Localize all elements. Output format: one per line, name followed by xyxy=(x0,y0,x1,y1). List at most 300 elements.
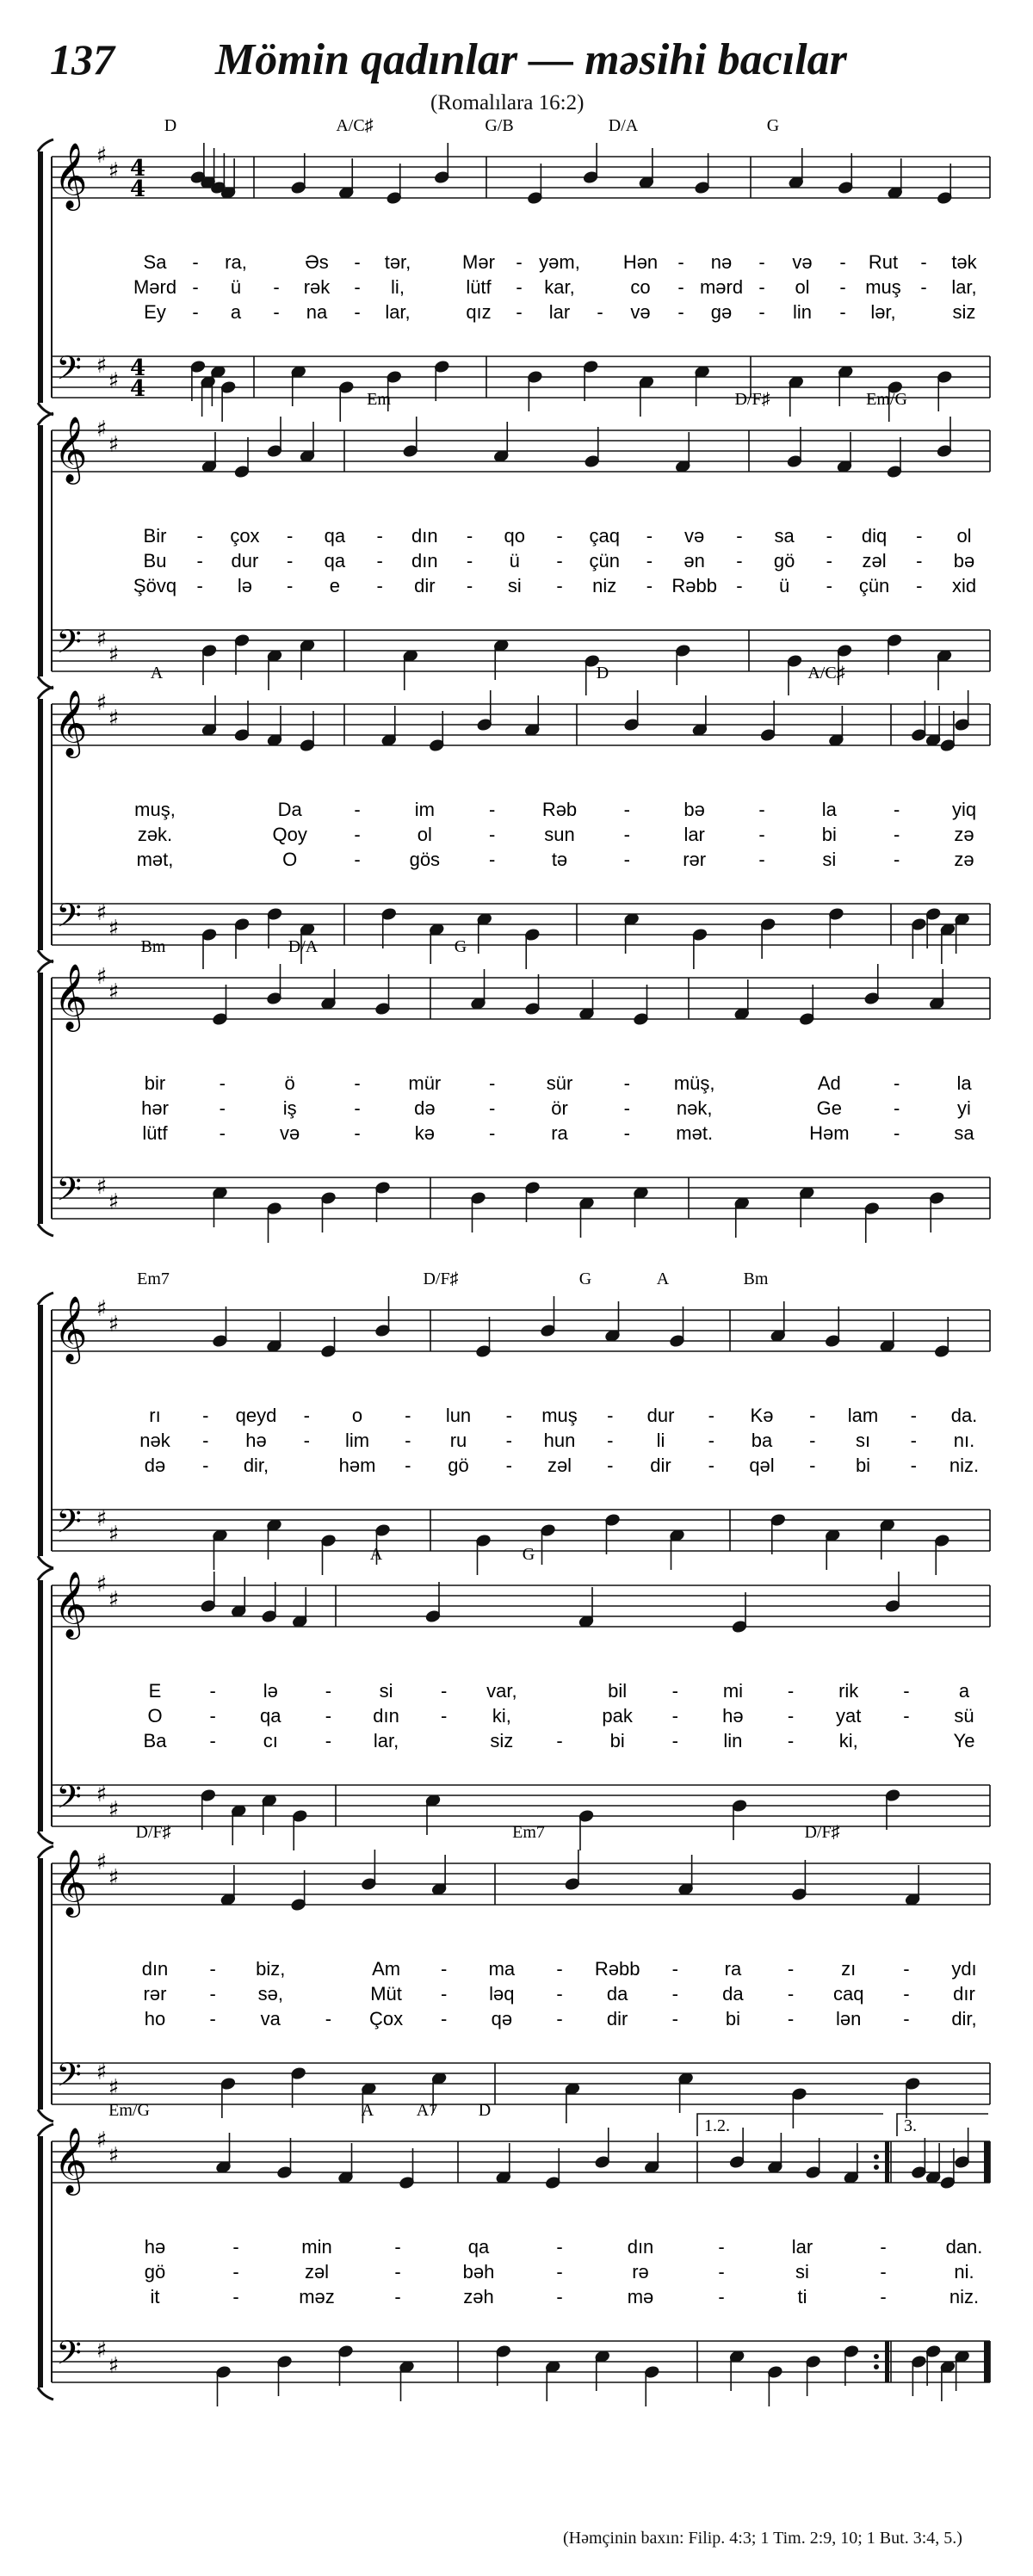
key-sharp: ♯ xyxy=(108,706,120,732)
lyric-hyphen: - xyxy=(671,1705,678,1727)
repeat-dot xyxy=(874,2364,879,2369)
key-sharp: ♯ xyxy=(108,368,120,394)
lyric-syllable: min xyxy=(301,2236,332,2258)
lyric-syllable: zəl xyxy=(862,550,887,571)
lyric-hyphen: - xyxy=(787,1958,795,1980)
lyric-syllable: dan. xyxy=(945,2236,983,2258)
lyric-syllable: rə xyxy=(632,2261,649,2283)
lyric-syllable: dur xyxy=(231,550,259,571)
chord-symbol: G xyxy=(522,1545,535,1564)
lyric-syllable: Mərd xyxy=(133,276,177,298)
lyric-syllable: qəl xyxy=(749,1455,775,1476)
chord-symbol: G/B xyxy=(485,116,514,135)
lyric-syllable: kə xyxy=(414,1122,435,1144)
lyric-syllable: bi xyxy=(821,824,837,845)
key-sharp: ♯ xyxy=(108,158,120,184)
lyric-hyphen: - xyxy=(708,1430,714,1451)
key-sharp: ♯ xyxy=(108,432,120,458)
key-sharp: ♯ xyxy=(96,1782,108,1807)
lyric-syllable: rər xyxy=(143,1983,167,2005)
lyric-syllable: dır xyxy=(953,1983,975,2005)
lyric-hyphen: - xyxy=(466,525,473,547)
lyric-hyphen: - xyxy=(505,1405,512,1426)
key-sharp: ♯ xyxy=(96,1296,108,1322)
treble-clef: 𝄞 xyxy=(53,689,88,756)
lyric-syllable: də xyxy=(144,1455,166,1476)
lyric-hyphen: - xyxy=(505,1455,512,1476)
lyric-hyphen: - xyxy=(671,1680,678,1702)
lyric-syllable: biz, xyxy=(256,1958,286,1980)
lyric-syllable: lim xyxy=(344,1430,370,1451)
lyric-hyphen: - xyxy=(787,1705,795,1727)
lyric-syllable: diq xyxy=(861,525,888,547)
lyric-hyphen: - xyxy=(894,824,900,845)
lyric-hyphen: - xyxy=(232,2236,239,2258)
lyric-syllable: siz xyxy=(490,1730,514,1751)
lyric-hyphen: - xyxy=(325,1730,332,1751)
lyric-hyphen: - xyxy=(623,799,630,820)
key-sharp: ♯ xyxy=(96,2060,108,2085)
lyric-syllable: mət, xyxy=(136,849,174,870)
lyric-syllable: Rəbb xyxy=(594,1958,640,1980)
lyric-syllable: muş, xyxy=(134,799,176,820)
lyric-syllable: hə xyxy=(722,1705,744,1727)
key-sharp: ♯ xyxy=(96,1850,108,1875)
treble-clef: 𝄞 xyxy=(53,1571,88,1637)
key-sharp: ♯ xyxy=(108,979,120,1005)
chord-symbol: D/F♯ xyxy=(804,1823,840,1842)
lyric-syllable: dın xyxy=(373,1705,399,1727)
chord-symbol: A7 xyxy=(416,2101,438,2120)
lyric-syllable: Hən xyxy=(622,251,659,273)
lyric-syllable: rər xyxy=(683,849,707,870)
lyric-syllable: da xyxy=(606,1983,628,2005)
lyric-syllable: lütf xyxy=(466,276,492,298)
lyric-syllable: və xyxy=(280,1122,300,1144)
lyric-syllable: si xyxy=(379,1680,393,1702)
bass-clef: 𝄢 xyxy=(56,896,82,942)
lyric-syllable: lin xyxy=(792,301,813,323)
bracket-hook xyxy=(38,1846,53,1858)
chord-symbol: G xyxy=(578,1269,592,1288)
lyric-hyphen: - xyxy=(903,1958,910,1980)
lyric-hyphen: - xyxy=(287,575,294,596)
lyric-syllable: ho xyxy=(144,2008,166,2029)
lyric-hyphen: - xyxy=(209,1680,216,1702)
key-sharp: ♯ xyxy=(96,900,108,926)
lyric-syllable: lar, xyxy=(385,301,411,323)
lyric-syllable: la xyxy=(821,799,837,820)
treble-clef: 𝄞 xyxy=(53,416,88,482)
lyric-syllable: li, xyxy=(391,276,405,298)
lyric-syllable: caq xyxy=(832,1983,864,2005)
chord-symbol: Em xyxy=(367,390,391,409)
lyric-syllable: və xyxy=(630,301,651,323)
chord-symbol: D/A xyxy=(608,116,639,135)
chord-symbol: D xyxy=(164,116,177,135)
lyric-syllable: sa xyxy=(954,1122,974,1144)
volta-label: 3. xyxy=(904,2116,917,2135)
lyric-syllable: lə xyxy=(263,1680,278,1702)
lyric-hyphen: - xyxy=(273,301,280,323)
lyric-hyphen: - xyxy=(646,550,653,571)
time-signature-top: 4 xyxy=(129,156,146,182)
bass-clef: 𝄢 xyxy=(56,349,82,395)
lyric-hyphen: - xyxy=(646,525,653,547)
lyric-syllable: çox xyxy=(230,525,260,547)
lyric-hyphen: - xyxy=(394,2236,401,2258)
lyric-syllable: dir xyxy=(650,1455,671,1476)
lyric-hyphen: - xyxy=(787,1730,795,1751)
lyric-hyphen: - xyxy=(489,1072,496,1094)
lyric-syllable: tə xyxy=(551,849,568,870)
lyric-syllable: si xyxy=(795,2261,809,2283)
lyric-syllable: ol xyxy=(417,824,432,845)
lyric-syllable: im xyxy=(414,799,435,820)
lyric-syllable: pak xyxy=(602,1705,633,1727)
chord-symbol: G xyxy=(766,116,780,135)
lyric-hyphen: - xyxy=(516,276,523,298)
lyric-syllable: niz xyxy=(592,575,617,596)
lyric-hyphen: - xyxy=(671,1983,678,2005)
lyric-hyphen: - xyxy=(556,2236,563,2258)
lyric-hyphen: - xyxy=(556,1958,563,1980)
bass-clef: 𝄢 xyxy=(56,1170,82,1216)
lyric-syllable: ra, xyxy=(225,251,247,273)
lyric-hyphen: - xyxy=(219,1122,226,1144)
lyric-hyphen: - xyxy=(839,276,846,298)
lyric-syllable: yəm, xyxy=(539,251,580,273)
lyric-hyphen: - xyxy=(354,799,361,820)
repeat-dot xyxy=(874,2354,879,2359)
lyric-hyphen: - xyxy=(758,301,765,323)
lyric-hyphen: - xyxy=(903,1705,910,1727)
key-sharp: ♯ xyxy=(96,2128,108,2153)
lyric-hyphen: - xyxy=(646,575,653,596)
lyric-syllable: rı xyxy=(149,1405,161,1426)
lyric-hyphen: - xyxy=(623,824,630,845)
bass-clef: 𝄢 xyxy=(56,2055,82,2102)
lyric-syllable: dın xyxy=(411,550,438,571)
lyric-hyphen: - xyxy=(556,525,563,547)
bracket-hook xyxy=(38,1556,53,1568)
bass-clef: 𝄢 xyxy=(56,622,82,669)
lyric-syllable: muş xyxy=(541,1405,578,1426)
lyric-syllable: lun xyxy=(445,1405,472,1426)
lyric-syllable: var, xyxy=(486,1680,517,1702)
repeat-barline xyxy=(885,2341,889,2382)
lyric-hyphen: - xyxy=(287,525,294,547)
lyric-hyphen: - xyxy=(910,1430,917,1451)
lyric-hyphen: - xyxy=(607,1430,614,1451)
key-sharp: ♯ xyxy=(96,417,108,442)
lyric-syllable: Ge xyxy=(816,1097,843,1119)
key-sharp: ♯ xyxy=(96,353,108,379)
lyric-syllable: bi xyxy=(725,2008,740,2029)
lyric-syllable: dın xyxy=(411,525,438,547)
lyric-syllable: məz xyxy=(299,2286,335,2307)
lyric-syllable: it xyxy=(150,2286,160,2307)
lyric-hyphen: - xyxy=(758,276,765,298)
lyric-syllable: lar xyxy=(684,824,705,845)
lyric-hyphen: - xyxy=(736,550,743,571)
lyric-hyphen: - xyxy=(209,2008,216,2029)
lyric-hyphen: - xyxy=(219,1072,226,1094)
lyric-syllable: ü xyxy=(230,276,242,298)
lyric-syllable: Rəb xyxy=(541,799,578,820)
lyric-hyphen: - xyxy=(826,575,832,596)
lyric-hyphen: - xyxy=(489,824,496,845)
lyric-hyphen: - xyxy=(677,301,684,323)
lyric-syllable: Bu xyxy=(143,550,167,571)
lyric-syllable: bi xyxy=(609,1730,625,1751)
lyric-syllable: zəh xyxy=(463,2286,494,2307)
lyric-syllable: na xyxy=(306,301,328,323)
lyric-syllable: mi xyxy=(722,1680,744,1702)
system-bracket xyxy=(38,1580,43,1832)
lyric-hyphen: - xyxy=(894,849,900,870)
lyric-hyphen: - xyxy=(880,2236,887,2258)
lyric-hyphen: - xyxy=(394,2286,401,2307)
lyric-hyphen: - xyxy=(671,2008,678,2029)
lyric-syllable: də xyxy=(414,1097,436,1119)
lyric-syllable: niz. xyxy=(949,1455,980,1476)
bracket-hook xyxy=(38,1293,53,1305)
lyric-hyphen: - xyxy=(736,575,743,596)
lyric-syllable: E xyxy=(148,1680,162,1702)
lyric-hyphen: - xyxy=(441,1958,448,1980)
lyric-hyphen: - xyxy=(489,849,496,870)
lyric-hyphen: - xyxy=(556,550,563,571)
lyric-hyphen: - xyxy=(607,1455,614,1476)
key-sharp: ♯ xyxy=(108,1522,120,1547)
time-signature-bottom: 4 xyxy=(129,376,146,402)
lyric-hyphen: - xyxy=(839,301,846,323)
lyric-hyphen: - xyxy=(405,1430,411,1451)
final-barline xyxy=(984,2141,990,2183)
key-sharp: ♯ xyxy=(96,1506,108,1532)
lyric-syllable: lütf xyxy=(142,1122,168,1144)
lyric-hyphen: - xyxy=(192,251,199,273)
lyric-syllable: bə xyxy=(953,550,975,571)
lyric-syllable: lar xyxy=(548,301,571,323)
bracket-hook xyxy=(38,2388,53,2400)
lyric-hyphen: - xyxy=(894,1072,900,1094)
lyric-hyphen: - xyxy=(516,251,523,273)
lyric-hyphen: - xyxy=(441,1983,448,2005)
lyric-hyphen: - xyxy=(441,1705,448,1727)
key-sharp: ♯ xyxy=(96,690,108,716)
lyric-syllable: mət. xyxy=(676,1122,714,1144)
lyric-hyphen: - xyxy=(916,575,923,596)
lyric-hyphen: - xyxy=(303,1430,310,1451)
lyric-hyphen: - xyxy=(202,1405,209,1426)
lyric-syllable: lam xyxy=(847,1405,879,1426)
key-sharp: ♯ xyxy=(108,916,120,942)
lyric-syllable: dın xyxy=(627,2236,654,2258)
lyric-syllable: Ba xyxy=(143,1730,167,1751)
lyric-syllable: cı xyxy=(263,1730,278,1751)
lyric-syllable: a xyxy=(958,1680,970,1702)
chord-symbol: A/C♯ xyxy=(336,116,374,135)
key-sharp: ♯ xyxy=(108,2075,120,2101)
repeat-dot xyxy=(874,2154,879,2159)
lyric-syllable: ü xyxy=(509,550,520,571)
lyric-syllable: ör xyxy=(551,1097,568,1119)
lyric-hyphen: - xyxy=(809,1455,816,1476)
lyric-syllable: Rəbb xyxy=(671,575,717,596)
lyric-syllable: Bir xyxy=(143,525,167,547)
lyric-hyphen: - xyxy=(287,550,294,571)
lyric-hyphen: - xyxy=(736,525,743,547)
lyric-hyphen: - xyxy=(273,276,280,298)
lyric-hyphen: - xyxy=(826,550,832,571)
lyric-hyphen: - xyxy=(466,550,473,571)
lyric-syllable: hər xyxy=(141,1097,169,1119)
lyric-syllable: lər, xyxy=(870,301,896,323)
key-sharp: ♯ xyxy=(108,1587,120,1613)
key-sharp: ♯ xyxy=(96,1174,108,1200)
bracket-hook xyxy=(38,413,53,425)
lyric-syllable: qız xyxy=(466,301,492,323)
lyric-hyphen: - xyxy=(718,2236,725,2258)
lyric-syllable: sa xyxy=(774,525,795,547)
lyric-syllable: bə xyxy=(684,799,705,820)
key-sharp: ♯ xyxy=(108,1189,120,1215)
lyric-syllable: Ye xyxy=(953,1730,975,1751)
lyric-syllable: niz. xyxy=(949,2286,980,2307)
lyric-hyphen: - xyxy=(303,1405,310,1426)
lyric-syllable: çün xyxy=(858,575,890,596)
lyric-hyphen: - xyxy=(677,276,684,298)
lyric-hyphen: - xyxy=(903,1983,910,2005)
chord-symbol: Em7 xyxy=(137,1269,170,1288)
treble-clef: 𝄞 xyxy=(53,142,88,208)
lyric-syllable: Əs xyxy=(305,251,329,273)
lyric-hyphen: - xyxy=(325,1705,332,1727)
lyric-hyphen: - xyxy=(826,525,832,547)
lyric-hyphen: - xyxy=(903,1680,910,1702)
lyric-hyphen: - xyxy=(441,2008,448,2029)
key-sharp: ♯ xyxy=(96,1572,108,1597)
treble-clef: 𝄞 xyxy=(53,963,88,1029)
lyric-hyphen: - xyxy=(758,799,765,820)
chord-symbol: Em/G xyxy=(108,2101,150,2120)
lyric-hyphen: - xyxy=(787,2008,795,2029)
lyric-hyphen: - xyxy=(556,2008,563,2029)
system-bracket xyxy=(38,425,43,676)
lyric-hyphen: - xyxy=(196,525,203,547)
lyric-syllable: yat xyxy=(836,1705,862,1727)
lyric-hyphen: - xyxy=(556,2286,563,2307)
lyric-syllable: lar xyxy=(791,2236,813,2258)
lyric-syllable: nə xyxy=(710,251,733,273)
lyric-hyphen: - xyxy=(209,1983,216,2005)
lyric-syllable: dir, xyxy=(243,1455,269,1476)
lyric-hyphen: - xyxy=(916,525,923,547)
lyric-hyphen: - xyxy=(623,1122,630,1144)
lyric-hyphen: - xyxy=(196,550,203,571)
lyric-syllable: mür xyxy=(408,1072,442,1094)
bracket-hook xyxy=(38,1832,53,1844)
lyric-hyphen: - xyxy=(758,251,765,273)
lyric-syllable: bəh xyxy=(462,2261,495,2283)
lyric-syllable: lar, xyxy=(951,276,977,298)
chord-symbol: Bm xyxy=(140,937,166,956)
lyric-hyphen: - xyxy=(556,2261,563,2283)
lyric-syllable: sə, xyxy=(257,1983,283,2005)
lyric-syllable: O xyxy=(147,1705,163,1727)
lyric-syllable: çün xyxy=(589,550,620,571)
lyric-syllable: qeyd xyxy=(235,1405,277,1426)
key-sharp: ♯ xyxy=(108,1797,120,1823)
lyric-syllable: dın xyxy=(141,1958,169,1980)
chord-symbol: A xyxy=(150,664,164,683)
bass-clef: 𝄢 xyxy=(56,1777,82,1824)
lyric-syllable: ni. xyxy=(954,2261,974,2283)
bracket-hook xyxy=(38,2124,53,2136)
lyric-hyphen: - xyxy=(354,251,361,273)
lyric-syllable: lar, xyxy=(373,1730,399,1751)
chord-symbol: A xyxy=(361,2101,374,2120)
lyric-syllable: zə xyxy=(954,824,974,845)
lyric-hyphen: - xyxy=(556,1730,563,1751)
lyric-syllable: ki, xyxy=(838,1730,858,1751)
lyric-syllable: ti xyxy=(797,2286,807,2307)
lyric-hyphen: - xyxy=(556,1983,563,2005)
lyric-syllable: Ey xyxy=(144,301,166,323)
lyric-hyphen: - xyxy=(894,1122,900,1144)
system-bracket xyxy=(38,973,43,1224)
lyric-syllable: si xyxy=(822,849,837,870)
lyric-hyphen: - xyxy=(809,1405,816,1426)
lyric-syllable: iş xyxy=(282,1097,297,1119)
lyric-syllable: Mər xyxy=(462,251,495,273)
lyric-hyphen: - xyxy=(910,1455,917,1476)
lyric-syllable: Am xyxy=(372,1958,401,1980)
repeat-barline xyxy=(885,2141,889,2183)
bracket-hook xyxy=(38,961,53,973)
lyric-syllable: zəl xyxy=(304,2261,330,2283)
lyric-syllable: co xyxy=(630,276,651,298)
lyric-syllable: ən xyxy=(684,550,705,571)
chord-symbol: D xyxy=(478,2101,492,2120)
lyric-hyphen: - xyxy=(209,1705,216,1727)
lyric-hyphen: - xyxy=(354,849,361,870)
lyric-syllable: dir, xyxy=(951,2008,977,2029)
lyric-syllable: lən xyxy=(836,2008,862,2029)
lyric-hyphen: - xyxy=(376,525,383,547)
lyric-syllable: qa xyxy=(260,1705,281,1727)
bracket-hook xyxy=(38,1224,53,1236)
lyric-syllable: gö xyxy=(144,2261,166,2283)
scripture-reference: (Romalılara 16:2) xyxy=(430,91,585,114)
lyric-syllable: gə xyxy=(710,301,733,323)
lyric-syllable: va xyxy=(260,2008,281,2029)
lyric-syllable: zı xyxy=(841,1958,857,1980)
chord-symbol: D/F♯ xyxy=(423,1269,459,1288)
chord-symbol: Bm xyxy=(743,1269,769,1288)
lyric-syllable: zəl xyxy=(547,1455,572,1476)
lyric-syllable: si xyxy=(507,575,522,596)
lyric-hyphen: - xyxy=(623,1097,630,1119)
chord-symbol: D/A xyxy=(288,937,319,956)
lyric-syllable: hə xyxy=(245,1430,267,1451)
bracket-hook xyxy=(38,687,53,699)
key-sharp: ♯ xyxy=(108,2143,120,2169)
lyric-syllable: sı xyxy=(855,1430,871,1451)
key-sharp: ♯ xyxy=(96,964,108,990)
